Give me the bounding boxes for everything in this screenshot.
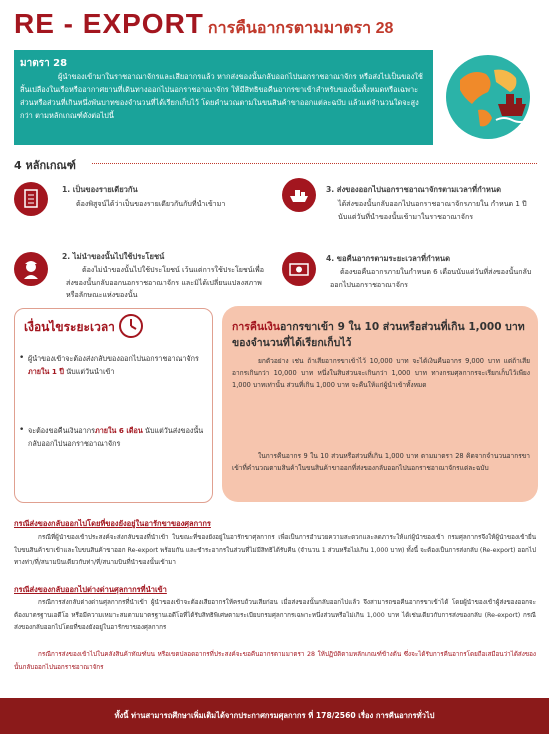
clock-icon xyxy=(118,313,144,339)
timeline-bullet-1: • ผู้นำของเข้าจะต้องส่งกลับของออกไปนอกราชอาณาจักรภายใน 1 ปี นับแต่วันนำเข้า xyxy=(19,353,199,376)
criterion-3-title: 3. ส่งของออกไปนอกราชอาณาจักรตามเวลาที่กำหนด xyxy=(326,185,502,194)
banner-heading: มาตรา 28 xyxy=(20,58,68,69)
document-checklist-icon xyxy=(14,182,48,216)
banner-text: ผู้นำของเข้ามาในราชอาณาจักรและเสียอากรแล้ว หากส่งของนั้นกลับออกไปนอกราชอาณาจักร หรือส่งไปเป็นของใช้สิ้นเปลืองในเรือหรืออากาศยานที่เดินทางออกไปนอกราชอาณาจักร ให้มีสิทธิขอคืนอากรขาเข้าสำหรับของนั้นทั้งหมดหรือเฉพาะส่วนหรือส่วนที่เกินหนึ่งพันบาทของจำนวนที่ได้เรียกเก็บไว้ โดยคำนวณตามในขนสินค้าขาออกแต่ละฉบับ แล้วแต่จำนวนใดจะสูงกว่า ตามหลักเกณฑ์ดังต่อไปนี้ xyxy=(20,72,423,120)
bonded-warehouse-note: กรณีการส่งของเข้าไปในคลังสินค้าทัณฑ์บน หรือเขตปลอดอากรที่ประสงค์จะขอคืนอากรตามมาตรา 28 ให้ปฏิบัติตามหลักเกณฑ์ข้างต้น ซึ่งจะได้รับการคืนอากรโดยถือเสมือนว่าได้ส่งของนั้นกลับออกไปนอกราชอาณาจักร xyxy=(14,651,536,671)
criterion-4-title: 4. ขอคืนอากรตามระยะเวลาที่กำหนด xyxy=(326,254,450,263)
title-subtitle: การคืนอากรตามมาตรา 28 xyxy=(207,20,394,37)
money-refund-icon xyxy=(282,252,316,286)
refund-heading-line2: ของจำนวนที่ได้เรียกเก็บไว้ xyxy=(232,337,352,349)
cargo-ship-icon xyxy=(282,178,316,212)
section-other-port-text: กรณีการส่งกลับต่างด่านศุลกากรที่นำเข้า ผู้นำของเข้าจะต้องเสียอากรให้ครบถ้วนเสียก่อน เมื่อส่งของนั้นกลับออกไปแล้ว จึงสามารถขอคืนอากรขาเข้าได้ โดยผู้นำของเข้าผู้ส่งของออกจะต้องมาตรฐานเอดีโอ หรือมีความเหมาะสมตามมาตรฐานเอดีโอที่ได้รับสิทธิพิเศษตามระเบียบกรมศุลกากรเฉพาะหนึ่งส่วนหรือไม่เกิน 1,000 บาท ได้เช่นเดียวกับการส่งของกลับ (Re-export) กรณีส่งของกลับออกไปโดยที่ของยังอยู่ในอารักขาของศุลกากร xyxy=(14,599,536,631)
section-custody-heading: กรณีส่งของกลับออกไปโดยที่ของยังอยู่ในอารักขาของศุลกากร xyxy=(14,519,211,528)
timeline-panel xyxy=(14,308,213,503)
criterion-2-text: ต้องไม่นำของนั้นไปใช้ประโยชน์ เว้นแต่การใช้ประโยชน์เพื่อส่งของนั้นกลับออกนอกราชอาณาจักร และมิได้เปลี่ยนแปลงสภาพหรือลักษณะแห่งของนั้น xyxy=(66,265,264,299)
section-other-port-heading: กรณีส่งของกลับออกไปต่างด่านศุลกากรที่นำเข้า xyxy=(14,585,167,594)
criterion-2-title: 2. ไม่นำของนั้นไปใช้ประโยชน์ xyxy=(62,252,165,261)
section-28-banner xyxy=(14,50,433,145)
refund-heading-line1: การคืนเงินอากรขาเข้า 9 ใน 10 ส่วนหรือส่วนที่เกิน 1,000 บาท xyxy=(232,321,525,333)
criterion-4-text: ต้องขอคืนอากรภายในกำหนด 6 เดือนนับแต่วันที่ส่งของนั้นกลับออกไปนอกราชอาณาจักร xyxy=(330,267,532,289)
refund-calculation-text: ในการคืนอากร 9 ใน 10 ส่วนหรือส่วนที่เกิน 1,000 บาท ตามมาตรา 28 คิดจากจำนวนอากรขาเข้าที่คำนวณตามสินค้าในขนสินค้าขาออกที่ส่งของกลับออกไปนอกราชอาณาจักรแต่ละฉบับ xyxy=(232,452,530,473)
criterion-1-title: 1. เป็นของรายเดียวกัน xyxy=(62,185,138,194)
criterion-1-text: ต้องพิสูจน์ได้ว่าเป็นของรายเดียวกันกับที่นำเข้ามา xyxy=(76,199,226,208)
footer-text: ทั้งนี้ ท่านสามารถศึกษาเพิ่มเติมได้จากประกาศกรมศุลกากร ที่ 178/2560 เรื่อง การคืนอากรทั่วไป xyxy=(114,711,435,720)
criterion-3-text: ได้ส่งของนั้นกลับออกไปนอกราชอาณาจักรภายใน กำหนด 1 ปี นับแต่วันที่นำของนั้นเข้ามาในราชอาณาจักร xyxy=(338,199,527,221)
refund-example-text: ยกตัวอย่าง เช่น ถ้าเสียอากรขาเข้าไว้ 10,000 บาท จะได้เงินคืนอากร 9,000 บาท แต่ถ้าเสียอากรเกินกว่า 10,000 บาท หนึ่งในสิบส่วนจะเกินกว่า 1,000 บาท ทางกรมศุลกากรจะเรียกเก็บไว้เพียง 1,000 บาทเท่านั้น ส่วนที่เกิน 1,000 บาท จะคืนให้แก่ผู้นำเข้าทั้งหมด xyxy=(232,357,530,390)
worker-no-use-icon xyxy=(14,252,48,286)
section-custody-text: กรณีที่ผู้นำของเข้าประสงค์จะส่งกลับของที่นำเข้า ในขณะที่ของยังอยู่ในอารักขาศุลกากร เพื่อเป็นการอำนวยความสะดวกและลดภาระให้แก่ผู้นำของเข้า กรมศุลกากรจึงให้ผู้นำของเข้ายื่นใบขนสินค้าขาเข้าและใบขนสินค้าขาออก Re-export พร้อมกัน และชำระอากรในส่วนที่ไม่มีสิทธิได้รับคืน (จำนวน 1 ส่วนหรือไม่เกิน 1,000 บาท) ทั้งนี้ จะต้องเป็นการส่งกลับ (Re-export) ออกไปทางท่า/ที่/สนามบินเดียวกับท่า/ที่/สนามบินที่นำของนั้นเข้ามา xyxy=(14,534,536,566)
timeline-heading: เงื่อนไขระยะเวลา xyxy=(24,320,115,334)
criteria-heading: 4 หลักเกณฑ์ xyxy=(14,159,76,172)
timeline-bullet-2: • จะต้องขอคืนเงินอากรภายใน 6 เดือน นับแต่วันส่งของนั้นกลับออกไปนอกราชอาณาจักร xyxy=(19,425,204,448)
title-main: RE - EXPORT xyxy=(14,8,204,39)
divider xyxy=(92,163,537,164)
page-title xyxy=(14,8,393,41)
globe-ship-icon xyxy=(438,52,538,142)
